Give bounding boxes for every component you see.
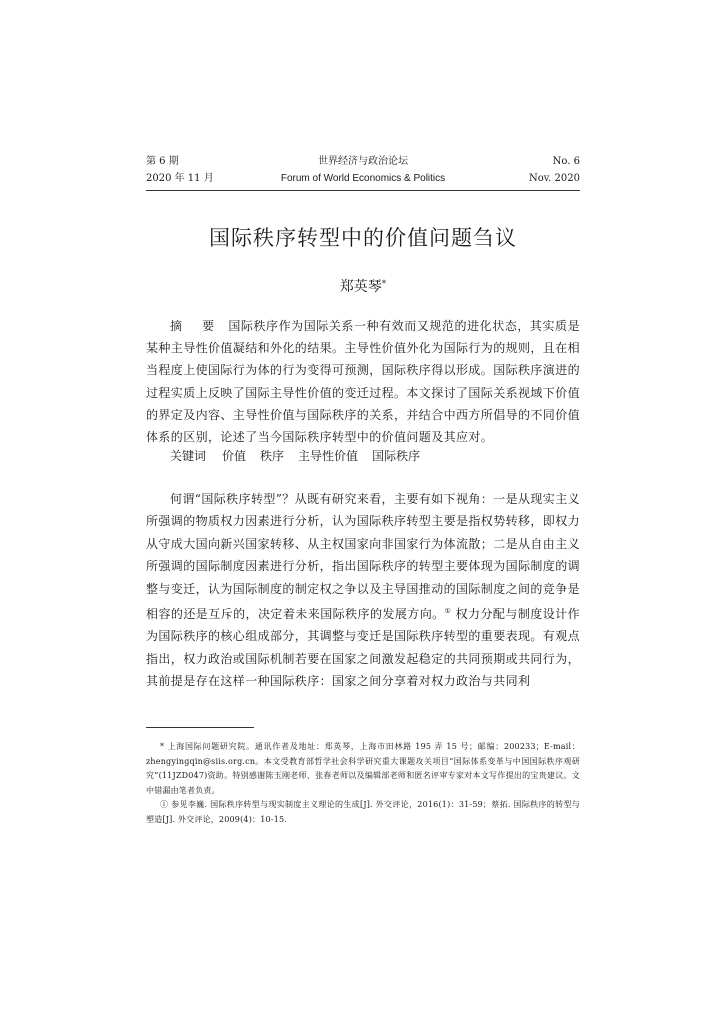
abstract-label: 摘 要 — [170, 319, 223, 333]
keywords — [170, 446, 434, 466]
journal-name-cn: 世界经济与政治论坛 — [318, 156, 408, 167]
abstract-text: 国际秩序作为国际关系一种有效而又规范的进化状态，其实质是某种主导性价值凝结和外化的结果。主导性价值外化为国际行为的规则，且在相当程度上使国际行为体的行为变得可预测，国际秩序得以形成。国际秩序演进的过程实质上反映了国际主导性价值的变迁过程。本文探讨了国际关系视域下价值的界定及内容、主导性价值与国际秩序的关系，并结合中西方所倡导的不同价值体系的区别，论述了当今国际秩序转型中的价值问题及其应对。 — [146, 319, 581, 445]
article-title: 国际秩序转型中的价值问题刍议 — [209, 226, 517, 250]
issue-date-en: Nov. 2020 — [528, 173, 580, 184]
body-text-part-2: 权力分配与制度设计作为国际秩序的核心组成部分，其调整与变迁是国际秩序转型的重要表现。有观点指出，权力政治或国际机制若要在国家之间激发起稳定的共同预期或共同行为，其前提是存在这样一种国际秩序：国家之间分享着对权力政治与共同利 — [146, 607, 581, 689]
keyword-item: 价值 — [222, 449, 247, 463]
running-header-cn — [146, 155, 580, 169]
body-text-part-1: 何谓“国际秩序转型”？从既有研究来看，主要有如下视角：一是从现实主义所强调的物质权力因素进行分析，认为国际秩序转型主要是指权势转移，即权力从守成大国向新兴国家转移、从主权国家向非国家行为体流散；二是从自由主义所强调的国际制度因素进行分析，指出国际秩序的转型主要体现为国际制度的调整与变迁，认为国际制度的制定权之争以及主导国推动的国际制度之间的竞争是相容的还是互斥的，决定着未来国际秩序的发展方向。 — [146, 492, 581, 622]
footnote-author: * 上海国际问题研究院。通讯作者及地址：郑英琴，上海市田林路 195 弄 15 号；邮编：200233；E-mail：zhengyingqin@siis.org.cn。本文受教育部哲学社会科学研究重大课题攻关项目“国际体系变革与中国国际秩序观研究”(11JZD047)资助。特别感谢陈玉刚老师、张春老师以及编辑部老师和匿名评审专家对本文写作提出的宝贵建议。文中错漏由笔者负责。 — [146, 742, 580, 795]
footnote-1: ① 参见李巍. 国际秩序转型与现实制度主义理论的生成[J]. 外交评论，2016(1)：31-59；蔡拓. 国际秩序的转型与塑造[J]. 外交评论，2009(4)：10-15. — [146, 800, 580, 824]
journal-name-en: Forum of World Economics & Politics — [280, 173, 446, 184]
issue-number-en: No. 6 — [552, 156, 580, 167]
author-line — [146, 272, 580, 299]
issue-number-cn: 第 6 期 — [146, 156, 179, 167]
abstract — [146, 315, 580, 448]
keyword-item: 秩序 — [260, 449, 285, 463]
body-paragraph — [146, 488, 580, 693]
footnote-rule — [146, 727, 254, 728]
issue-date-cn: 2020 年 11 月 — [146, 173, 214, 184]
author-footnote-mark: * — [381, 279, 387, 289]
header-rule — [146, 190, 580, 191]
keyword-item: 主导性价值 — [298, 449, 359, 463]
keyword-item: 国际秩序 — [372, 449, 421, 463]
author-name: 郑英琴 — [339, 279, 382, 295]
running-header-en — [146, 172, 580, 186]
keywords-label: 关键词 — [170, 449, 207, 463]
footnote-ref-1: ① — [444, 607, 452, 616]
footnotes — [146, 740, 580, 827]
